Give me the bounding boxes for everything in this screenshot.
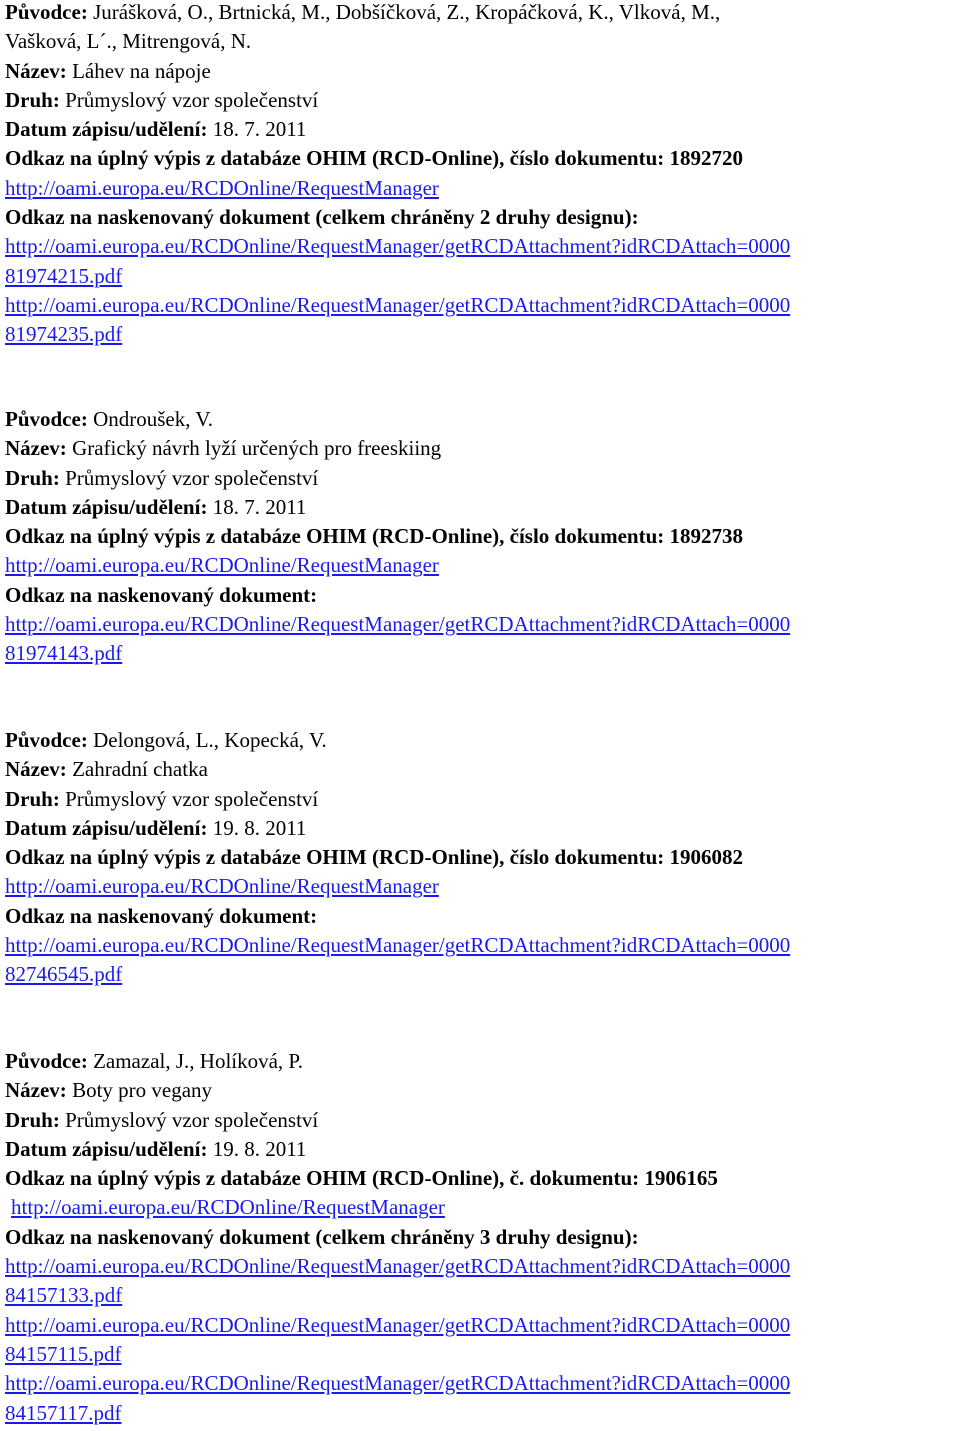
title-label: Název: [5,58,67,83]
ohim-link[interactable]: http://oami.europa.eu/RCDOnline/RequestManager [5,553,439,578]
type-label: Druh: [5,1107,60,1132]
date-label: Datum zápisu/udělení: [5,117,208,142]
scan-reference: Odkaz na naskenovaný dokument: [5,903,318,928]
author-label: Původce: [5,1049,88,1073]
type-label: Druh: [5,87,60,112]
ohim-link[interactable]: http://oami.europa.eu/RCDOnline/RequestManager [5,874,439,899]
design-entry [5,1047,960,1428]
date-label: Datum zápisu/udělení: [5,815,208,840]
title-value: Láhev na nápoje [72,58,211,83]
type-value: Průmyslový vzor společenství [65,1107,319,1132]
attachment-link[interactable]: http://oami.europa.eu/RCDOnline/RequestManager/getRCDAttachment?idRCDAttach=0000 [5,1254,791,1279]
attachment-link-filename[interactable]: 84157133.pdf [5,1283,123,1308]
attachment-link[interactable]: http://oami.europa.eu/RCDOnline/RequestManager/getRCDAttachment?idRCDAttach=0000 [5,933,791,958]
date-value: 19. 8. 2011 [212,815,307,840]
date-label: Datum zápisu/udělení: [5,1136,208,1161]
author-value: Ondroušek, V. [93,407,214,431]
author-label: Původce: [5,0,88,24]
author-value: Jurášková, O., Brtnická, M., Dobšíčková, Z., Kropáčková, K., Vlková, M., [93,0,721,24]
date-value: 18. 7. 2011 [212,494,307,519]
ohim-link[interactable]: http://oami.europa.eu/RCDOnline/RequestManager [11,1195,445,1220]
title-value: Zahradní chatka [72,757,208,782]
attachment-link[interactable]: http://oami.europa.eu/RCDOnline/RequestManager/getRCDAttachment?idRCDAttach=0000 [5,1312,791,1337]
attachment-link[interactable]: http://oami.europa.eu/RCDOnline/RequestManager/getRCDAttachment?idRCDAttach=0000 [5,612,791,637]
author-label: Původce: [5,407,88,431]
type-label: Druh: [5,786,60,811]
design-entry [5,0,960,350]
scan-reference: Odkaz na naskenovaný dokument (celkem chráněny 3 druhy designu): [5,1224,639,1249]
ohim-link[interactable]: http://oami.europa.eu/RCDOnline/RequestManager [5,175,439,200]
attachment-link[interactable]: http://oami.europa.eu/RCDOnline/RequestManager/getRCDAttachment?idRCDAttach=0000 [5,1371,791,1396]
scan-reference: Odkaz na naskenovaný dokument (celkem chráněny 2 druhy designu): [5,205,639,230]
attachment-link-filename[interactable]: 82746545.pdf [5,962,123,987]
author-value: Delongová, L., Kopecká, V. [93,728,327,752]
attachment-link[interactable]: http://oami.europa.eu/RCDOnline/RequestManager/getRCDAttachment?idRCDAttach=0000 [5,234,791,259]
ohim-reference: Odkaz na úplný výpis z databáze OHIM (RCD-Online), číslo dokumentu: 1892720 [5,146,743,171]
attachment-link-filename[interactable]: 84157117.pdf [5,1400,122,1425]
title-label: Název: [5,757,67,782]
attachment-link-filename[interactable]: 81974143.pdf [5,641,123,666]
author-value: Zamazal, J., Holíková, P. [93,1049,304,1073]
type-value: Průmyslový vzor společenství [65,87,319,112]
scan-reference: Odkaz na naskenovaný dokument: [5,582,318,607]
title-value: Grafický návrh lyží určených pro freeskiing [72,436,442,461]
title-label: Název: [5,1078,67,1103]
design-entry [5,726,960,990]
attachment-link-filename[interactable]: 81974235.pdf [5,322,123,347]
ohim-reference: Odkaz na úplný výpis z databáze OHIM (RCD-Online), číslo dokumentu: 1906082 [5,845,743,870]
author-value-continued: Vašková, L´., Mitrengová, N. [5,29,252,54]
date-label: Datum zápisu/udělení: [5,494,208,519]
attachment-link-filename[interactable]: 84157115.pdf [5,1341,122,1366]
title-value: Boty pro vegany [72,1078,213,1103]
title-label: Název: [5,436,67,461]
design-entry [5,405,960,669]
attachment-link-filename[interactable]: 81974215.pdf [5,263,123,288]
ohim-reference: Odkaz na úplný výpis z databáze OHIM (RCD-Online), číslo dokumentu: 1892738 [5,524,743,549]
type-value: Průmyslový vzor společenství [65,786,319,811]
author-label: Původce: [5,728,88,752]
type-value: Průmyslový vzor společenství [65,465,319,490]
type-label: Druh: [5,465,60,490]
attachment-link[interactable]: http://oami.europa.eu/RCDOnline/RequestManager/getRCDAttachment?idRCDAttach=0000 [5,292,791,317]
ohim-reference: Odkaz na úplný výpis z databáze OHIM (RCD-Online), č. dokumentu: 1906165 [5,1166,718,1191]
date-value: 18. 7. 2011 [212,117,307,142]
date-value: 19. 8. 2011 [212,1136,307,1161]
